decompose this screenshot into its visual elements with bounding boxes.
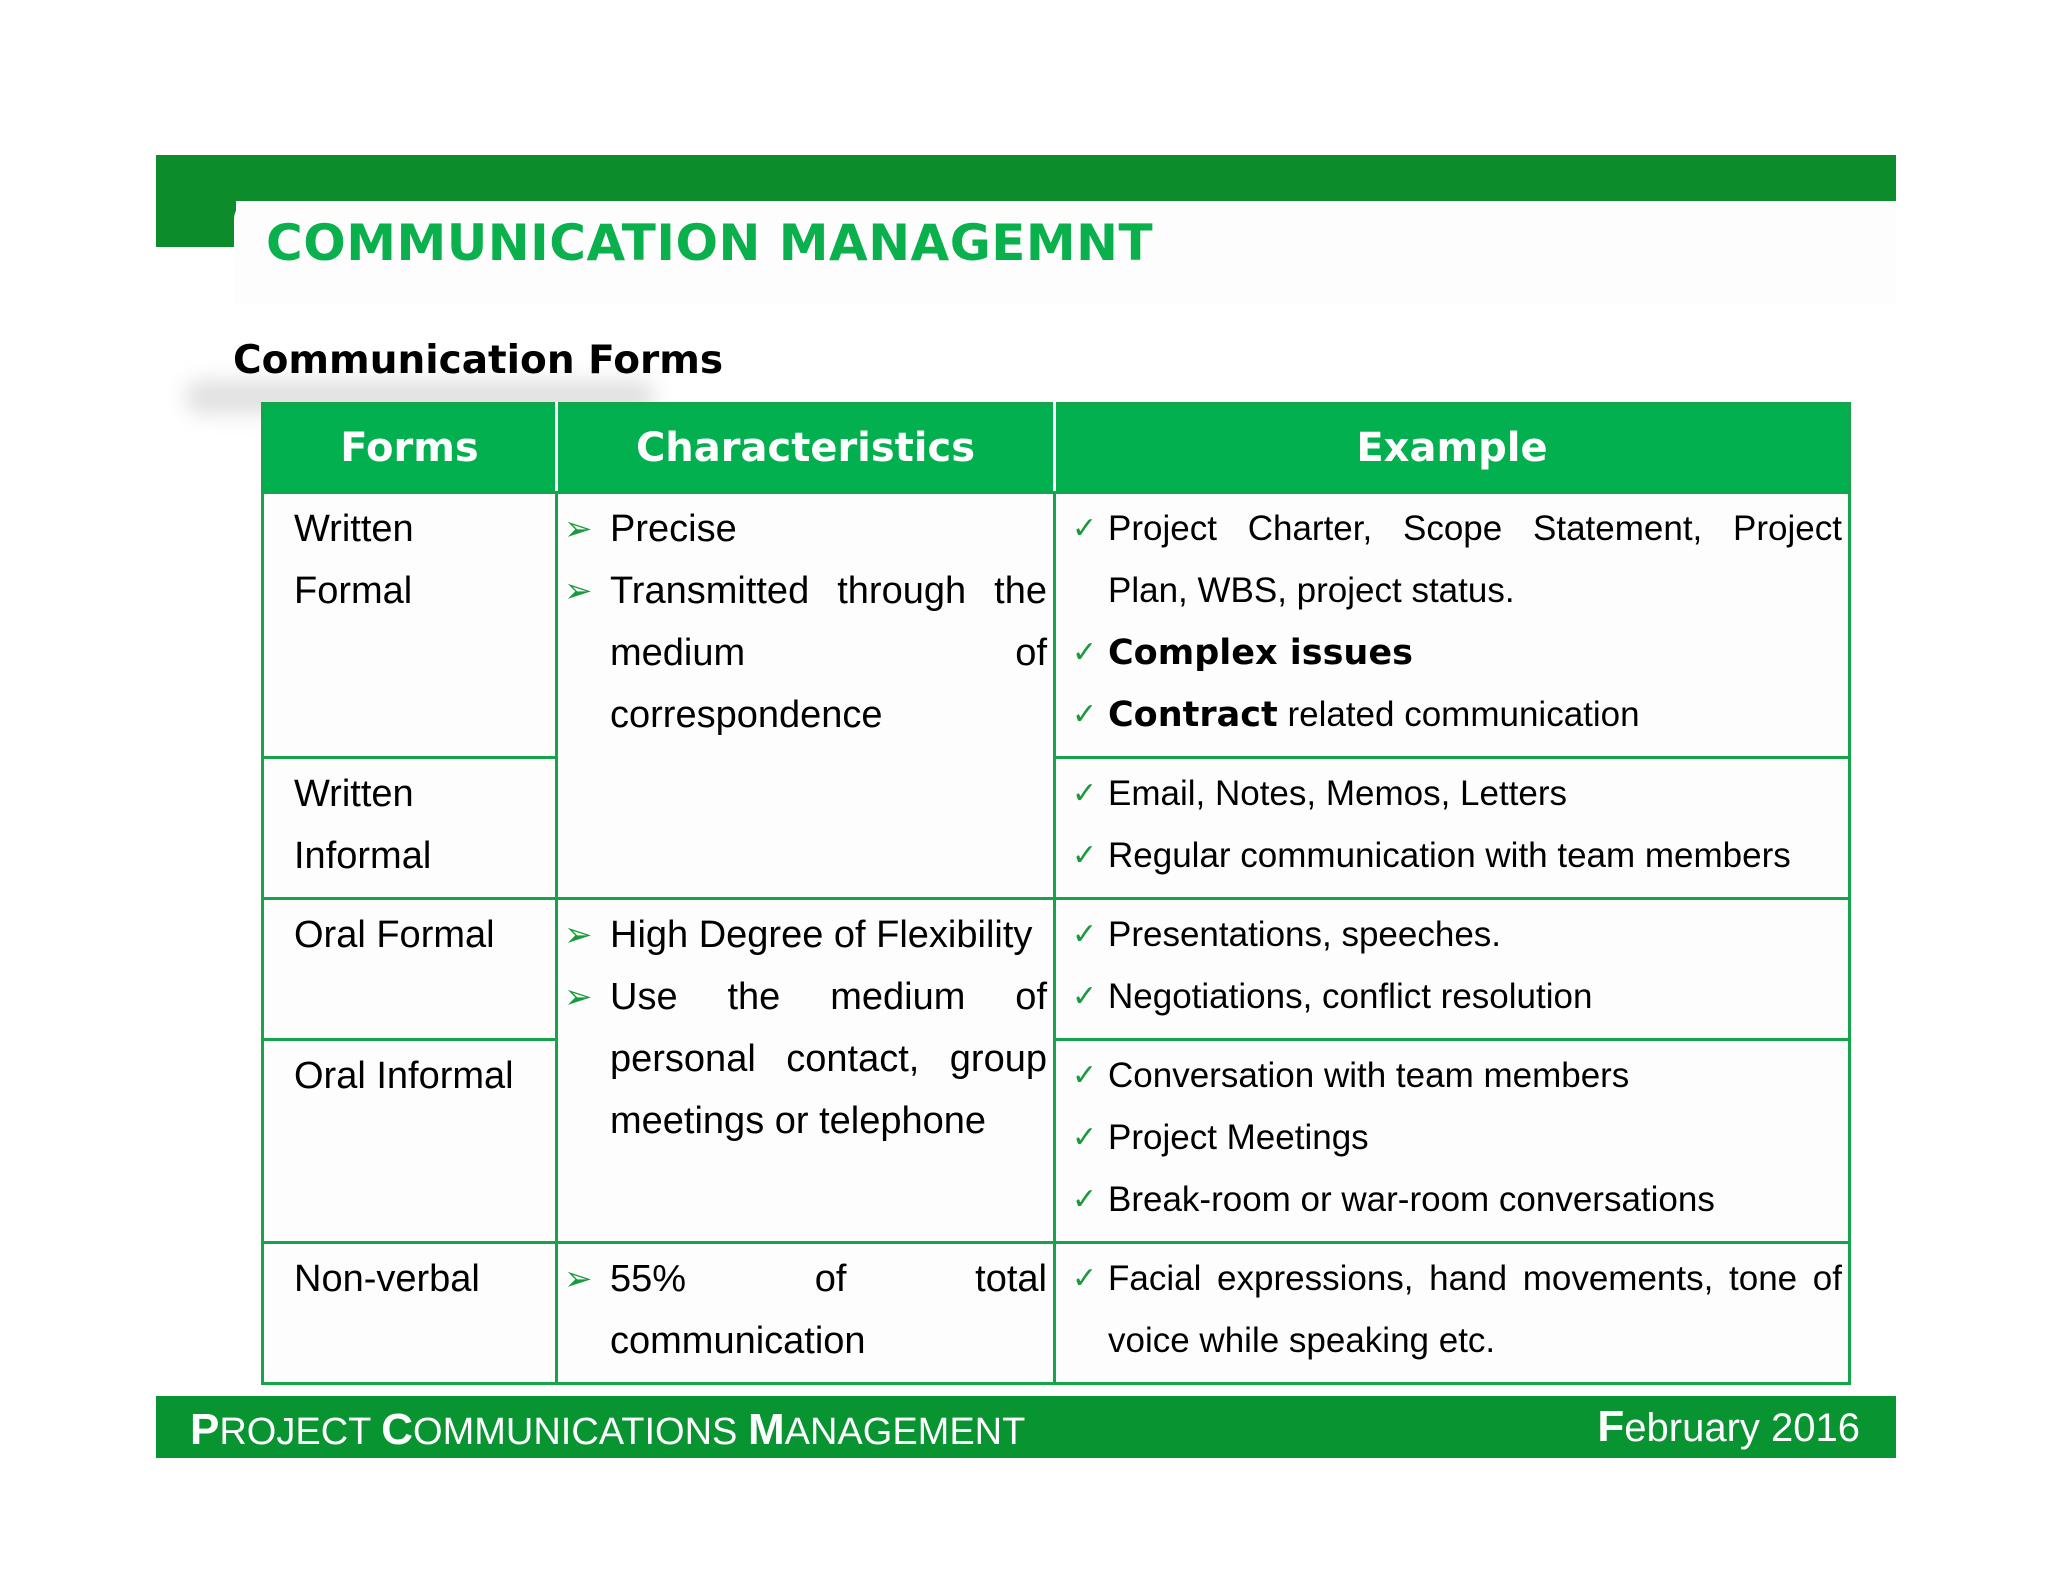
header-example: Example	[1055, 404, 1850, 493]
checkmark-icon: ✓	[1072, 777, 1098, 810]
checkmark-icon: ✓	[1072, 636, 1098, 669]
table-header-row	[263, 404, 1850, 493]
footer-date: February 2016	[1597, 1402, 1860, 1451]
characteristics-nonverbal	[557, 1243, 1055, 1384]
header-characteristics: Characteristics	[557, 404, 1055, 493]
checkmark-icon: ✓	[1072, 512, 1098, 545]
list-item: ➢ High Degree of Flexibility	[564, 904, 1047, 966]
checkmark-icon: ✓	[1072, 1059, 1098, 1092]
table-row	[263, 493, 1850, 758]
characteristics-oral	[557, 899, 1055, 1243]
form-written-informal: Written Informal	[263, 758, 557, 899]
list-item: ✓ Facial expressions, hand movements, tone of voice while speaking etc.	[1072, 1248, 1842, 1372]
form-non-verbal: Non-verbal	[263, 1243, 557, 1384]
list-item: ✓ Break-room or war-room conversations	[1072, 1169, 1842, 1231]
list-item: ➢ Use the medium of personal contact, group meetings or telephone	[564, 966, 1047, 1152]
checkmark-icon: ✓	[1072, 1262, 1098, 1295]
communication-forms-table	[261, 402, 1851, 1385]
list-item: ➢ Precise	[564, 498, 1047, 560]
table-row	[263, 1243, 1850, 1384]
example-written-formal	[1055, 493, 1850, 758]
table-row	[263, 1040, 1850, 1243]
table-row	[263, 758, 1850, 899]
example-oral-informal	[1055, 1040, 1850, 1243]
checkmark-icon: ✓	[1072, 980, 1098, 1013]
checkmark-icon: ✓	[1072, 1121, 1098, 1154]
form-oral-informal: Oral Informal	[263, 1040, 557, 1243]
section-subtitle: Communication Forms	[233, 338, 724, 383]
footer-title: PROJECT COMMUNICATIONS MANAGEMENT	[190, 1405, 1026, 1454]
characteristics-written	[557, 493, 1055, 899]
list-item: ✓ Email, Notes, Memos, Letters	[1072, 763, 1842, 825]
checkmark-icon: ✓	[1072, 698, 1098, 731]
slide-title: COMMUNICATION MANAGEMNT	[266, 214, 1154, 272]
header-forms: Forms	[263, 404, 557, 493]
arrow-bullet-icon: ➢	[564, 978, 593, 1016]
checkmark-icon: ✓	[1072, 1183, 1098, 1216]
example-nonverbal	[1055, 1243, 1850, 1384]
form-written-formal: Written Formal	[263, 493, 557, 758]
list-item: ✓ Project Charter, Scope Statement, Project Plan, WBS, project status.	[1072, 498, 1842, 622]
list-item: ✓ Presentations, speeches.	[1072, 904, 1842, 966]
list-item: ✓ Contract related communication	[1072, 684, 1842, 746]
table-row	[263, 899, 1850, 1040]
list-item: ✓ Project Meetings	[1072, 1107, 1842, 1169]
top-accent-tab	[156, 155, 236, 247]
checkmark-icon: ✓	[1072, 839, 1098, 872]
checkmark-icon: ✓	[1072, 918, 1098, 951]
example-written-informal	[1055, 758, 1850, 899]
form-oral-formal: Oral Formal	[263, 899, 557, 1040]
example-oral-formal	[1055, 899, 1850, 1040]
arrow-bullet-icon: ➢	[564, 510, 593, 548]
list-item: ✓ Complex issues	[1072, 622, 1842, 684]
list-item: ✓ Negotiations, conflict resolution	[1072, 966, 1842, 1028]
arrow-bullet-icon: ➢	[564, 572, 593, 610]
list-item: ➢ Transmitted through the medium of correspondence	[564, 560, 1047, 746]
arrow-bullet-icon: ➢	[564, 916, 593, 954]
arrow-bullet-icon: ➢	[564, 1260, 593, 1298]
top-accent-bar	[156, 155, 1896, 201]
list-item: ✓ Conversation with team members	[1072, 1045, 1842, 1107]
list-item: ✓ Regular communication with team members	[1072, 825, 1842, 887]
list-item: ➢ 55% of total communication	[564, 1248, 1047, 1372]
